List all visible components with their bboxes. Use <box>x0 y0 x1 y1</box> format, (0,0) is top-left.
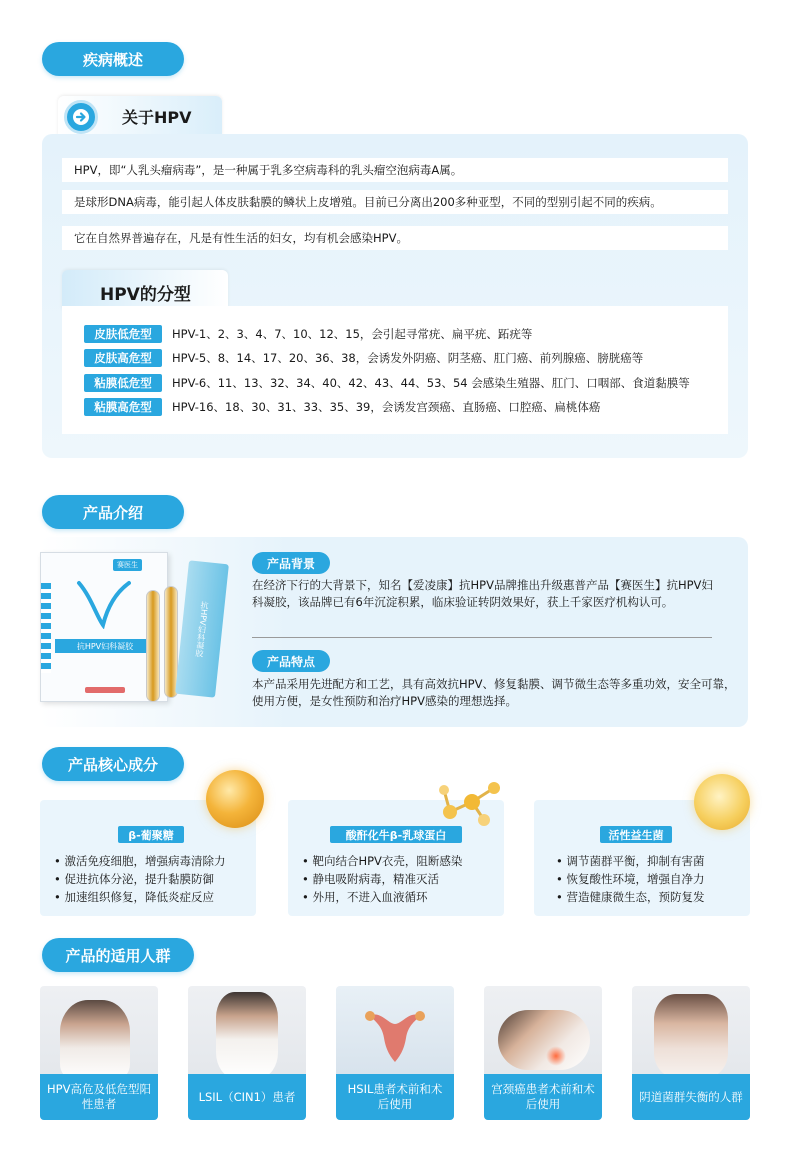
product-background-text: 在经济下行的大背景下，知名【爱凌康】抗HPV品牌推出升级惠普产品【赛医生】抗HPV妇科凝胶，该品牌已有6年沉淀积累，临床验证转阴效果好，获上千家医疗机构认可。 <box>252 578 713 609</box>
group-caption: HPV高危及低危型阳性患者 <box>40 1074 158 1120</box>
ingredient-point: • 营造健康微生态，预防复发 <box>556 890 705 904</box>
ingredient-point: • 恢复酸性环境，增强自净力 <box>556 872 705 886</box>
group-card-flora-imbalance <box>632 986 750 1120</box>
group-photo <box>216 992 278 1078</box>
product-background-title: 产品背景 <box>252 552 330 574</box>
ingredient-point: • 调节菌群平衡，抑制有害菌 <box>556 854 705 868</box>
product-image <box>40 548 236 708</box>
probiotic-icon <box>694 774 750 830</box>
group-card-hpv-positive <box>40 986 158 1120</box>
type-desc: HPV-16、18、30、31、33、35、39，会诱发宫颈癌、直肠癌、口腔癌、扁桃体癌 <box>172 400 601 414</box>
group-card-lsil <box>188 986 306 1120</box>
pain-highlight <box>546 1046 566 1066</box>
section-title-disease-overview: 疾病概述 <box>42 42 184 76</box>
group-photo <box>60 1000 130 1080</box>
applicator-1 <box>146 590 160 702</box>
about-hpv-line-2: 是球形DNA病毒，能引起人体皮肤黏膜的鳞状上皮增殖。目前已分离出200多种亚型，不同的型别引起不同的疾病。 <box>62 190 728 214</box>
ingredient-point: • 激活免疫细胞，增强病毒清除力 <box>54 854 226 868</box>
ingredient-point: • 靶向结合HPV衣壳，阻断感染 <box>302 854 463 868</box>
product-features-text: 本产品采用先进配方和工艺，具有高效抗HPV、修复黏膜、调节微生态等多重功效，安全可靠，使用方便，是女性预防和治疗HPV感染的理想选择。 <box>252 677 736 708</box>
section-title-product-intro: 产品介绍 <box>42 495 184 529</box>
about-hpv-line-1: HPV，即“人乳头瘤病毒”，是一种属于乳多空病毒科的乳头瘤空泡病毒A属。 <box>62 158 728 182</box>
type-row-mucosa-high <box>84 397 600 417</box>
group-photo <box>654 994 728 1078</box>
about-hpv-line-3: 它在自然界普遍存在，凡是有性生活的妇女，均有机会感染HPV。 <box>62 226 728 250</box>
point-text: 调节菌群平衡，抑制有害菌 <box>566 854 705 868</box>
point-text: 恢复酸性环境，增强自净力 <box>566 872 705 886</box>
type-row-skin-low <box>84 324 532 344</box>
group-card-hsil <box>336 986 454 1120</box>
type-desc: HPV-1、2、3、4、7、10、12、15，会引起寻常疣、扁平疣、跖疣等 <box>172 327 533 341</box>
point-text: 激活免疫细胞，增强病毒清除力 <box>64 854 226 868</box>
section-title-target-groups: 产品的适用人群 <box>42 938 194 972</box>
hpv-types-heading-tab <box>62 270 228 310</box>
product-box-name: 抗HPV妇科凝胶 <box>76 641 134 651</box>
group-photo <box>498 1010 590 1070</box>
ingredient-tag: 活性益生菌 <box>600 826 672 843</box>
beta-glucan-icon <box>206 770 264 828</box>
product-box-brand: 赛医生 <box>113 559 142 571</box>
about-hpv-heading: 关于HPV <box>122 108 192 127</box>
group-caption: HSIL患者术前和术后使用 <box>336 1074 454 1120</box>
group-caption: 宫颈癌患者术前和术后使用 <box>484 1074 602 1120</box>
section-title-core-ingredients: 产品核心成分 <box>42 747 184 781</box>
product-box-label-bar <box>55 639 155 653</box>
type-tag: 粘膜高危型 <box>84 398 162 416</box>
product-divider <box>252 637 712 638</box>
uterus-icon <box>360 1000 430 1070</box>
product-features-title: 产品特点 <box>252 650 330 672</box>
point-text: 加速组织修复，降低炎症反应 <box>64 890 214 904</box>
product-sachet-text: 抗HPV妇科凝胶 <box>194 600 210 658</box>
point-text: 促进抗体分泌，提升黏膜防御 <box>64 872 214 886</box>
point-text: 靶向结合HPV衣壳，阻断感染 <box>312 854 463 868</box>
type-desc: HPV-5、8、14、17、20、36、38，会诱发外阴癌、阴茎癌、肛门癌、前列腺癌、膀胱癌等 <box>172 351 644 365</box>
molecule-icon <box>436 772 508 830</box>
ingredient-tag: β-葡聚糖 <box>118 826 184 843</box>
product-sachet <box>175 560 229 697</box>
point-text: 静电吸附病毒，精准灭活 <box>312 872 439 886</box>
point-text: 外用，不进入血液循环 <box>312 890 428 904</box>
arrow-right-icon <box>64 100 98 134</box>
product-logo-icon <box>75 579 131 629</box>
ingredient-point: • 促进抗体分泌，提升黏膜防御 <box>54 872 214 886</box>
type-tag: 粘膜低危型 <box>84 374 162 392</box>
type-row-mucosa-low <box>84 373 690 393</box>
point-text: 营造健康微生态，预防复发 <box>566 890 705 904</box>
type-tag: 皮肤低危型 <box>84 325 162 343</box>
type-row-skin-high <box>84 348 643 368</box>
ingredient-point: • 静电吸附病毒，精准灭活 <box>302 872 439 886</box>
about-hpv-tab <box>58 96 222 136</box>
ingredient-tag: 酸酐化牛β-乳球蛋白 <box>330 826 462 843</box>
group-caption: 阴道菌群失衡的人群 <box>632 1074 750 1120</box>
hpv-types-heading: HPV的分型 <box>100 285 191 305</box>
ingredient-point: • 外用，不进入血液循环 <box>302 890 428 904</box>
type-desc: HPV-6、11、13、32、34、40、42、43、44、53、54 会感染生殖器、肛门、口咽部、食道黏膜等 <box>172 376 690 390</box>
product-box-footer-dot <box>85 687 125 693</box>
group-caption: LSIL（CIN1）患者 <box>188 1074 306 1120</box>
group-card-cervical-cancer <box>484 986 602 1120</box>
type-tag: 皮肤高危型 <box>84 349 162 367</box>
ingredient-point: • 加速组织修复，降低炎症反应 <box>54 890 214 904</box>
product-box-stripe <box>41 583 51 673</box>
